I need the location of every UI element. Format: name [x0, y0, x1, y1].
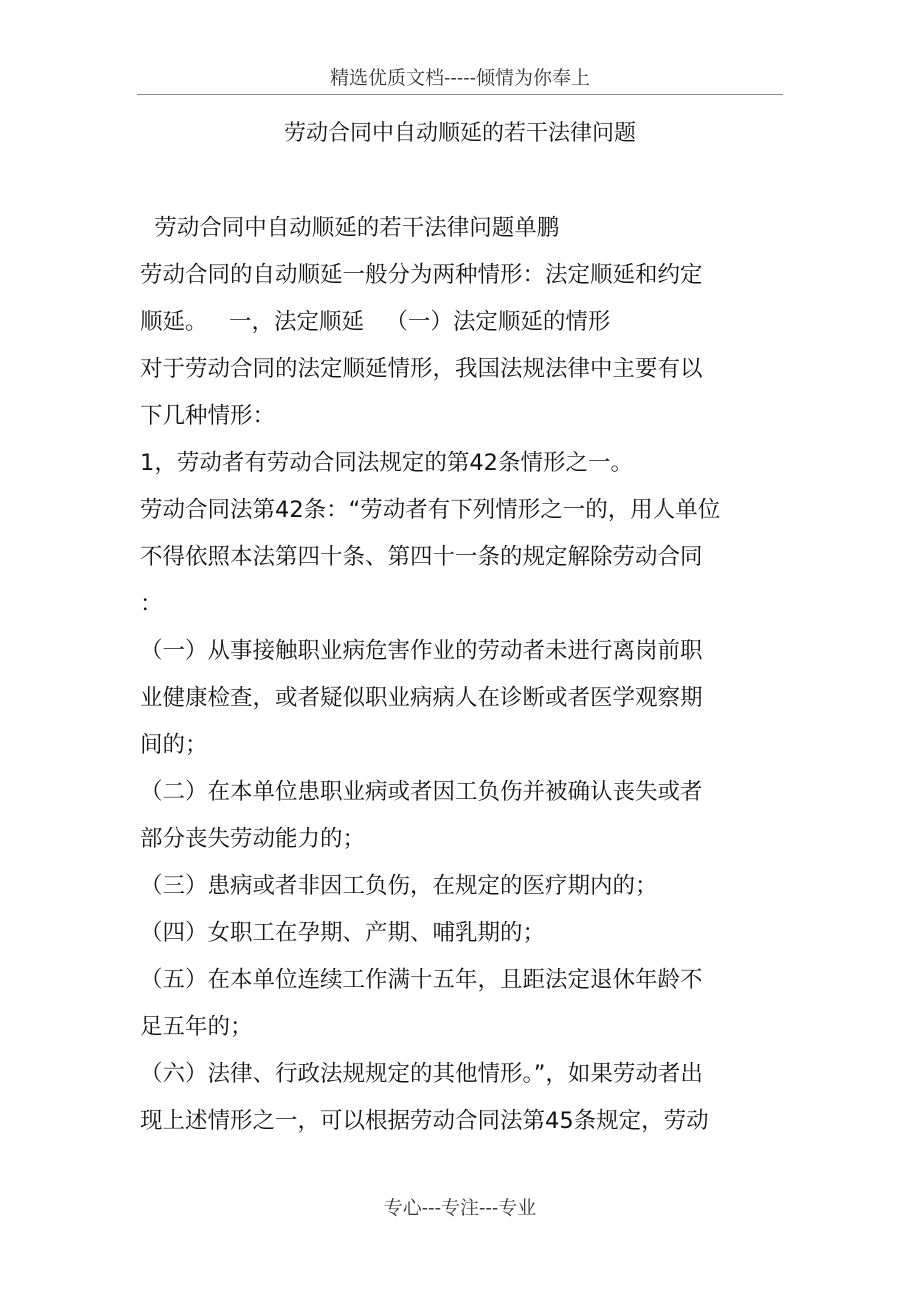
header-divider: [137, 94, 783, 95]
document-title: 劳动合同中自动顺延的若干法律问题: [283, 121, 636, 146]
page-header: 精选优质文档-----倾情为你奉上: [329, 67, 591, 89]
body-line: ：: [140, 591, 163, 617]
page-footer: 专心---专注---专业: [383, 1197, 537, 1219]
body-line: 足五年的；: [140, 1014, 253, 1040]
body-line: （二）在本单位患职业病或者因工负伤并被确认丧失或者: [140, 779, 703, 805]
body-line: 下几种情形：: [140, 403, 276, 429]
body-line: （三）患病或者非因工负伤，在规定的医疗期内的；: [140, 873, 658, 899]
body-line: 劳动合同中自动顺延的若干法律问题单鹏: [140, 215, 560, 241]
body-line: 间的；: [140, 732, 208, 758]
body-line: 业健康检查，或者疑似职业病病人在诊断或者医学观察期: [140, 685, 703, 711]
body-line: （六）法律、行政法规规定的其他情形。”，如果劳动者出: [140, 1061, 703, 1087]
body-line: 对于劳动合同的法定顺延情形，我国法规法律中主要有以: [140, 356, 703, 382]
body-line: （五）在本单位连续工作满十五年，且距法定退休年龄不: [140, 967, 703, 993]
body-line: 现上述情形之一，可以根据劳动合同法第45条规定，劳动: [140, 1108, 709, 1134]
body-line: 不得依照本法第四十条、第四十一条的规定解除劳动合同: [140, 544, 703, 570]
body-line: 部分丧失劳动能力的；: [140, 826, 366, 852]
body-line: 1，劳动者有劳动合同法规定的第42条情形之一。: [140, 450, 633, 476]
document-body: [140, 205, 780, 1145]
body-line: 劳动合同法第42条：“劳动者有下列情形之一的，用人单位: [140, 497, 721, 523]
body-line: （四）女职工在孕期、产期、哺乳期的；: [140, 920, 546, 946]
body-line: 顺延。 一，法定顺延 （一）法定顺延的情形: [140, 309, 611, 335]
body-line: 劳动合同的自动顺延一般分为两种情形：法定顺延和约定: [140, 262, 703, 288]
body-line: （一）从事接触职业病危害作业的劳动者未进行离岗前职: [140, 638, 703, 664]
